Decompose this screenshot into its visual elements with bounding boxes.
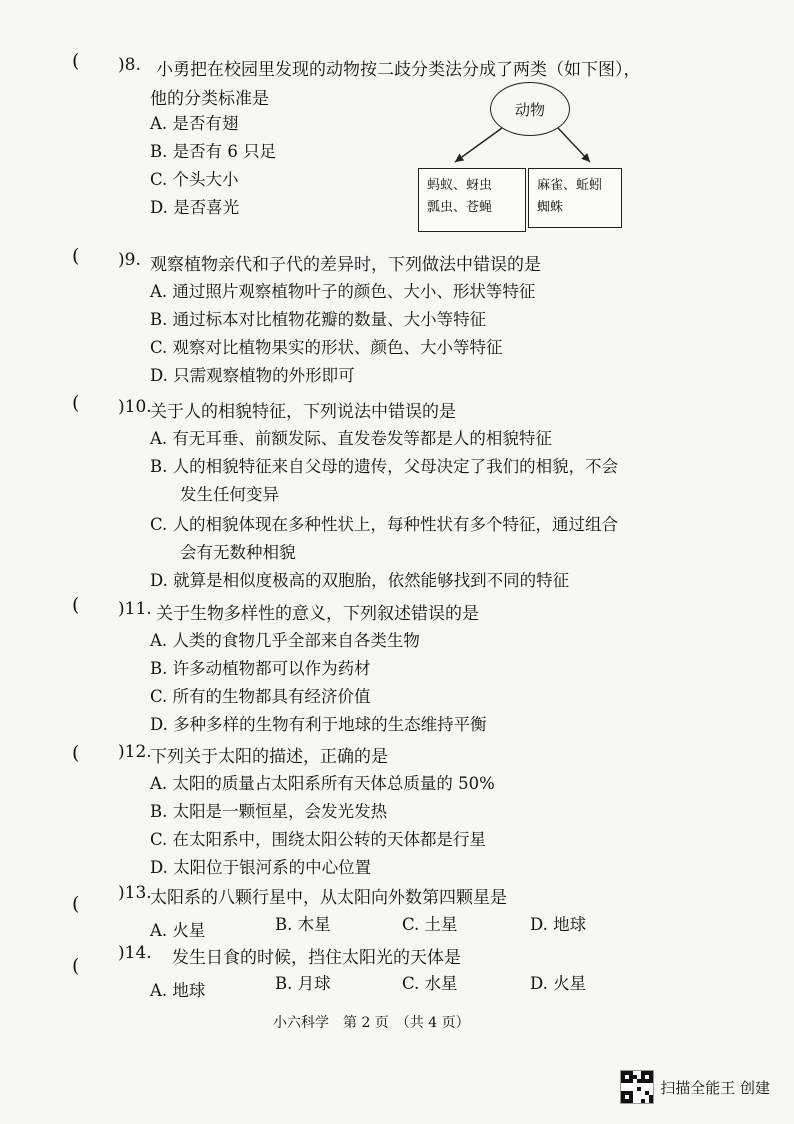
left-group-line-1: 蚂蚁、蚜虫 bbox=[427, 178, 493, 193]
question-number: )8. bbox=[118, 55, 141, 75]
right-group-line-2: 蜘蛛 bbox=[537, 200, 564, 215]
option-c: C. 在太阳系中，围绕太阳公转的天体都是行星 bbox=[150, 830, 487, 849]
option-c: C. 个头大小 bbox=[150, 170, 239, 189]
option-c: C. 水星 bbox=[402, 974, 458, 993]
answer-bracket: ( bbox=[72, 955, 80, 977]
option-a: A. 是否有翅 bbox=[150, 114, 239, 133]
option-a: A. 通过照片观察植物叶子的颜色、大小、形状等特征 bbox=[150, 282, 536, 301]
option-b: B. 通过标本对比植物花瓣的数量、大小等特征 bbox=[150, 310, 487, 329]
option-b-cont: 发生任何变异 bbox=[180, 485, 279, 504]
option-c: C. 所有的生物都具有经济价值 bbox=[150, 687, 371, 706]
answer-bracket: ( bbox=[72, 245, 80, 267]
option-a: A. 有无耳垂、前额发际、直发卷发等都是人的相貌特征 bbox=[150, 429, 552, 448]
option-b: B. 木星 bbox=[275, 915, 331, 934]
question-stem: 关于生物多样性的意义，下列叙述错误的是 bbox=[156, 604, 479, 624]
diagram-root-label: 动物 bbox=[514, 100, 545, 119]
option-b: B. 人的相貌特征来自父母的遗传，父母决定了我们的相貌，不会 bbox=[150, 457, 619, 476]
answer-bracket: ( bbox=[72, 742, 80, 764]
question-number: )9. bbox=[118, 250, 141, 270]
question-stem: 发生日食的时候，挡住太阳光的天体是 bbox=[172, 948, 461, 968]
diagram-right-group bbox=[528, 168, 622, 228]
option-d: D. 地球 bbox=[530, 915, 587, 934]
option-d: D. 就算是相似度极高的双胞胎，依然能够找到不同的特征 bbox=[150, 571, 570, 590]
page-footer: 小六科学 第 2 页 （共 4 页） bbox=[273, 1015, 470, 1031]
option-b: B. 许多动植物都可以作为药材 bbox=[150, 659, 371, 678]
question-number: )13. bbox=[118, 883, 152, 903]
option-d: D. 只需观察植物的外形即可 bbox=[150, 366, 355, 385]
question-number: )12. bbox=[118, 742, 152, 762]
option-b: B. 太阳是一颗恒星，会发光发热 bbox=[150, 802, 388, 821]
left-group-line-2: 瓢虫、苍蝇 bbox=[427, 200, 493, 215]
question-stem-cont: 他的分类标准是 bbox=[150, 89, 269, 109]
option-c: C. 人的相貌体现在多种性状上，每种性状有多个特征，通过组合 bbox=[150, 515, 619, 534]
question-stem: 观察植物亲代和子代的差异时，下列做法中错误的是 bbox=[150, 255, 541, 275]
question-stem: 下列关于太阳的描述，正确的是 bbox=[150, 747, 388, 767]
question-stem: 关于人的相貌特征，下列说法中错误的是 bbox=[150, 402, 456, 422]
option-c: C. 土星 bbox=[402, 915, 458, 934]
option-d: D. 多种多样的生物有利于地球的生态维持平衡 bbox=[150, 715, 487, 734]
question-stem: 小勇把在校园里发现的动物按二歧分类法分成了两类（如下图）， bbox=[156, 60, 641, 80]
option-d: D. 是否喜光 bbox=[150, 198, 240, 217]
diagram-root-node bbox=[490, 82, 570, 136]
answer-bracket: ( bbox=[72, 392, 80, 414]
question-number: )14. bbox=[118, 943, 152, 963]
answer-bracket: ( bbox=[72, 594, 80, 616]
option-c-cont: 会有无数种相貌 bbox=[180, 543, 296, 562]
question-stem: 太阳系的八颗行星中，从太阳向外数第四颗星是 bbox=[150, 888, 507, 908]
scanner-watermark bbox=[620, 1070, 770, 1104]
option-d: D. 火星 bbox=[530, 974, 587, 993]
classification-diagram bbox=[410, 82, 640, 232]
diagram-left-group bbox=[418, 168, 526, 232]
answer-bracket: ( bbox=[72, 893, 80, 915]
option-a: A. 人类的食物几乎全部来自各类生物 bbox=[150, 631, 420, 650]
option-a: A. 地球 bbox=[150, 981, 206, 1000]
option-b: B. 是否有 6 只足 bbox=[150, 142, 277, 161]
option-c: C. 观察对比植物果实的形状、颜色、大小等特征 bbox=[150, 338, 503, 357]
right-group-line-1: 麻雀、蚯蚓 bbox=[537, 178, 603, 193]
question-number: )11. bbox=[118, 599, 152, 619]
option-a: A. 火星 bbox=[150, 921, 206, 940]
scanner-label: 扫描全能王 创建 bbox=[660, 1078, 770, 1097]
option-b: B. 月球 bbox=[275, 974, 331, 993]
option-d: D. 太阳位于银河系的中心位置 bbox=[150, 858, 372, 877]
question-number: )10. bbox=[118, 397, 152, 417]
qr-code-icon bbox=[620, 1070, 654, 1104]
answer-bracket: ( bbox=[72, 50, 80, 72]
option-a: A. 太阳的质量占太阳系所有天体总质量的 50% bbox=[150, 774, 495, 793]
